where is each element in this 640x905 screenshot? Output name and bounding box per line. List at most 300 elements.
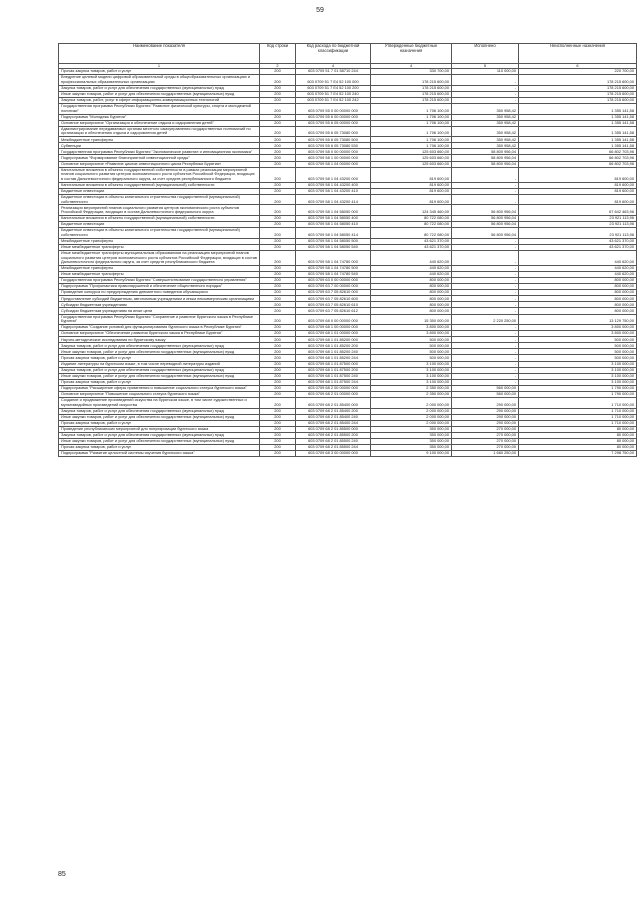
cell-budget-code: 603 0709 55 6 05 73080 500 [296, 137, 371, 143]
cell-name: Основное мероприятие "Обеспечение развития бурятского языка в Республике Бурятия" [59, 331, 260, 337]
cell-budget-code: 603 0709 51 7 Е4 52 100 200 [296, 85, 371, 91]
cell-name: Субсидии бюджетным учреждениям [59, 302, 260, 308]
cell-line-code: 200 [260, 91, 296, 97]
cell-line-code: 200 [260, 325, 296, 331]
cell-executed: - [452, 265, 519, 271]
cell-executed: - [452, 308, 519, 314]
cell-line-code: 200 [260, 69, 296, 75]
cell-name: Издание литературы на бурятском языке, в том числе переводной литературы изданий [59, 361, 260, 367]
cell-budget-code: 603 0709 68 2 01 85400 200 [296, 408, 371, 414]
cell-executed: 56 800 956,04 [452, 215, 519, 221]
cell-line-code: 200 [260, 205, 296, 216]
cell-name: Иные закупки товаров, работ и услуг для обеспечения государственных (муниципальных) нужд [59, 373, 260, 379]
cell-executed: 58 800 956,04 [452, 149, 519, 155]
cell-budget-code: 603 0709 63 7 05 82610 612 [296, 308, 371, 314]
cell-budget-code: 603 0709 68 1 01 87500 244 [296, 379, 371, 385]
cell-unexecuted: 1 710 000,00 [519, 414, 637, 420]
cell-unexecuted: 220 700,00 [519, 69, 637, 75]
cell-budget-code: 603 0709 58 1 04 58050 400 [296, 215, 371, 221]
cell-line-code: 200 [260, 284, 296, 290]
cell-name: Закупка товаров, работ и услуг для обеспечения государственных (муниципальных) нужд [59, 85, 260, 91]
cell-executed: - [452, 349, 519, 355]
cell-budget-code: 603 0709 63 7 05 82610 600 [296, 296, 371, 302]
cell-line-code: 200 [260, 361, 296, 367]
cell-line-code: 200 [260, 373, 296, 379]
cell-line-code: 200 [260, 314, 296, 325]
column-number: 6 [519, 63, 637, 68]
cell-unexecuted: 440 620,00 [519, 271, 637, 277]
cell-approved: 800 000,00 [371, 302, 452, 308]
cell-unexecuted: 1 710 000,00 [519, 398, 637, 409]
cell-name: Подпрограмма "Профилактика правонарушений и обеспечение общественного порядка" [59, 284, 260, 290]
cell-unexecuted: 819 600,00 [519, 194, 637, 205]
cell-approved: 2 000 000,00 [371, 408, 452, 414]
cell-executed: 350 958,42 [452, 143, 519, 149]
cell-name: Подпрограмма "Формирование благоприятной инвестиционной среды" [59, 155, 260, 161]
cell-name: Межбюджетные трансферты [59, 137, 260, 143]
cell-executed: 2 220 250,00 [452, 314, 519, 325]
cell-budget-code: 603 0709 55 0 00 00000 000 [296, 103, 371, 114]
cell-line-code: 200 [260, 265, 296, 271]
page-number-bottom: 85 [58, 871, 66, 878]
cell-executed: - [452, 343, 519, 349]
cell-budget-code: 603 0709 55 6 00 00000 000 [296, 114, 371, 120]
cell-budget-code: 603 0709 58 1 04 43200 000 [296, 167, 371, 182]
cell-unexecuted: 1 355 141,58 [519, 137, 637, 143]
cell-line-code: 200 [260, 143, 296, 149]
table-header-row [59, 44, 637, 64]
cell-executed: 270 000,00 [452, 445, 519, 451]
cell-budget-code: 603 0709 68 2 01 85500 200 [296, 432, 371, 438]
cell-line-code: 200 [260, 385, 296, 391]
cell-name: Бюджетные инвестиции [59, 222, 260, 228]
cell-unexecuted: 3 800 000,00 [519, 325, 637, 331]
cell-budget-code: 603 0709 68 2 01 00000 000 [296, 391, 371, 397]
column-number: 5 [452, 63, 519, 68]
cell-unexecuted: 66 802 703,96 [519, 155, 637, 161]
cell-budget-code: 603 0709 68 1 01 87500 000 [296, 361, 371, 367]
cell-budget-code: 603 0709 68 2 01 85500 240 [296, 438, 371, 444]
page-number-top: 59 [316, 7, 324, 14]
cell-approved: 2 350 000,00 [371, 385, 452, 391]
cell-approved: 500 000,00 [371, 337, 452, 343]
cell-unexecuted: 23 921 113,96 [519, 228, 637, 239]
cell-executed: - [452, 296, 519, 302]
column-number: 2 [260, 63, 296, 68]
cell-line-code: 200 [260, 355, 296, 361]
cell-approved: 350 000,00 [371, 438, 452, 444]
cell-approved: 350 000,00 [371, 432, 452, 438]
cell-name: Основное мероприятие "Организация и обеспечение отдыха и оздоровления детей" [59, 120, 260, 126]
cell-unexecuted: 43 621 370,00 [519, 238, 637, 244]
cell-approved: 9 100 000,00 [371, 451, 452, 457]
cell-approved: 178 215 600,00 [371, 91, 452, 97]
cell-approved: 43 621 370,00 [371, 244, 452, 250]
cell-line-code: 200 [260, 438, 296, 444]
table-body [59, 63, 637, 457]
cell-executed: 350 958,42 [452, 120, 519, 126]
cell-name: Администрирование передаваемых органам местного самоуправления государственных полномочий по организации и обеспечению отдыха и оздоровления детей [59, 126, 260, 137]
cell-name: Иные межбюджетные трансферты [59, 244, 260, 250]
cell-executed: - [452, 85, 519, 91]
cell-approved: 819 600,00 [371, 194, 452, 205]
cell-executed: 350 958,42 [452, 126, 519, 137]
cell-budget-code: 603 0709 58 1 04 43200 414 [296, 194, 371, 205]
cell-name: Закупка товаров, работ и услуг для обеспечения государственных (муниципальных) нужд [59, 367, 260, 373]
cell-approved: 80 722 080,00 [371, 222, 452, 228]
cell-name: Закупка товаров, работ и услуг для обеспечения государственных (муниципальных) нужд [59, 432, 260, 438]
cell-budget-code: 603 0709 58 1 04 74780 540 [296, 271, 371, 277]
cell-approved: 2 000 000,00 [371, 414, 452, 420]
cell-name: Подпрограмма "Молодежь Бурятии" [59, 114, 260, 120]
cell-line-code: 200 [260, 244, 296, 250]
cell-unexecuted: 1 355 141,58 [519, 126, 637, 137]
table-row [59, 126, 637, 137]
cell-unexecuted: 819 600,00 [519, 182, 637, 188]
cell-executed: 560 000,00 [452, 385, 519, 391]
cell-unexecuted: 3 100 000,00 [519, 373, 637, 379]
cell-line-code: 200 [260, 432, 296, 438]
cell-name: Государственная программа Республики Бурятия "Экономическое развитие и инновационная экономика" [59, 149, 260, 155]
cell-budget-code: 603 0709 63 7 05 82610 610 [296, 302, 371, 308]
cell-name: Капитальные вложения в объекты государственной (муниципальной) собственности [59, 215, 260, 221]
cell-approved: 800 000,00 [371, 278, 452, 284]
cell-line-code: 200 [260, 228, 296, 239]
cell-approved: 819 600,00 [371, 188, 452, 194]
cell-budget-code: 603 0709 63 0 00 00000 000 [296, 278, 371, 284]
cell-executed: 56 800 956,04 [452, 205, 519, 216]
cell-approved: 3 800 000,00 [371, 325, 452, 331]
table-row [59, 205, 637, 216]
cell-line-code: 200 [260, 126, 296, 137]
cell-executed: 56 800 956,04 [452, 222, 519, 228]
cell-name: Субсидии бюджетным учреждениям на иные цели [59, 308, 260, 314]
cell-budget-code: 603 0709 51 7 01 58710 244 [296, 69, 371, 75]
cell-unexecuted: 500 000,00 [519, 355, 637, 361]
cell-unexecuted: 800 000,00 [519, 284, 637, 290]
cell-budget-code: 603 0709 68 2 01 85500 000 [296, 426, 371, 432]
cell-budget-code: 603 0709 58 1 04 74780 000 [296, 250, 371, 265]
column-number: 4 [371, 63, 452, 68]
cell-line-code: 200 [260, 278, 296, 284]
cell-unexecuted: 819 600,00 [519, 167, 637, 182]
table-row [59, 167, 637, 182]
column-number: 1 [59, 63, 260, 68]
cell-budget-code: 603 0709 58 1 04 58050 414 [296, 228, 371, 239]
cell-unexecuted: 819 600,00 [519, 188, 637, 194]
cell-approved: 2 000 000,00 [371, 398, 452, 409]
cell-unexecuted: 80 000,00 [519, 445, 637, 451]
cell-approved: 3 800 000,00 [371, 331, 452, 337]
cell-approved: 43 621 370,00 [371, 238, 452, 244]
cell-budget-code: 603 0709 68 1 00 00000 000 [296, 325, 371, 331]
cell-name: Проведение республиканских мероприятий для популяризации бурятского языка [59, 426, 260, 432]
cell-unexecuted: 1 355 141,58 [519, 103, 637, 114]
cell-name: Создание и продвижение произведений искусства на бурятском языке, в том числе художественных и мультимедийных произведений искусства [59, 398, 260, 409]
cell-budget-code: 603 0709 55 6 05 00000 000 [296, 120, 371, 126]
cell-line-code: 200 [260, 167, 296, 182]
cell-approved: 350 000,00 [371, 445, 452, 451]
cell-name: Межбюджетные трансферты [59, 238, 260, 244]
cell-unexecuted: 178 215 600,00 [519, 97, 637, 103]
cell-executed: - [452, 97, 519, 103]
cell-executed: 110 000,00 [452, 69, 519, 75]
cell-unexecuted: 1 355 141,58 [519, 143, 637, 149]
cell-executed: 1 660 250,00 [452, 451, 519, 457]
column-number: 4 [296, 63, 371, 68]
cell-approved: 440 620,00 [371, 250, 452, 265]
cell-unexecuted: 66 802 703,96 [519, 161, 637, 167]
cell-name: Государственная программа Республики Бурятия "Сохранение и развитие бурятского языка в Республике Бурятия" [59, 314, 260, 325]
cell-name: Закупка товаров, работ, услуг в сфере информационно-коммуникационных технологий [59, 97, 260, 103]
table-row [59, 194, 637, 205]
cell-line-code: 200 [260, 161, 296, 167]
cell-executed: 560 000,00 [452, 391, 519, 397]
cell-budget-code: 603 0709 68 3 00 00000 000 [296, 451, 371, 457]
cell-line-code: 200 [260, 222, 296, 228]
cell-unexecuted: 7 298 750,00 [519, 451, 637, 457]
cell-budget-code: 603 0709 68 1 01 00000 000 [296, 331, 371, 337]
cell-executed: - [452, 244, 519, 250]
cell-approved: 819 600,00 [371, 182, 452, 188]
cell-unexecuted: 178 215 600,00 [519, 75, 637, 86]
cell-executed: - [452, 167, 519, 182]
cell-budget-code: 603 0709 58 1 04 43200 400 [296, 182, 371, 188]
cell-line-code: 200 [260, 414, 296, 420]
cell-unexecuted: 13 129 750,00 [519, 314, 637, 325]
cell-executed: 270 000,00 [452, 432, 519, 438]
cell-executed: 270 000,00 [452, 426, 519, 432]
table-row [59, 314, 637, 325]
cell-executed: - [452, 278, 519, 284]
cell-line-code: 200 [260, 391, 296, 397]
cell-line-code: 200 [260, 379, 296, 385]
cell-executed: 270 000,00 [452, 438, 519, 444]
cell-name: Капитальные вложения в объекты государственной собственности в рамках реализации мероприятий планов социального развития центров экономического роста субъектов Российской Федерации, входящих в состав Дальневосточного федерального округа, за счет средств республиканского бюджета [59, 167, 260, 182]
cell-budget-code: 603 0709 68 1 01 85200 200 [296, 343, 371, 349]
header-name: Наименование показателя [59, 44, 260, 64]
cell-executed: 290 000,00 [452, 398, 519, 409]
cell-approved: 2 350 000,00 [371, 391, 452, 397]
cell-executed: - [452, 91, 519, 97]
cell-approved: 178 215 600,00 [371, 85, 452, 91]
table-row [59, 398, 637, 409]
cell-budget-code: 603 0709 68 0 00 00000 000 [296, 314, 371, 325]
cell-name: Предоставление субсидий бюджетным, автономным учреждениям и иным некоммерческим организациям [59, 296, 260, 302]
cell-budget-code: 603 0709 51 7 Е4 52 100 242 [296, 97, 371, 103]
cell-name: Государственная программа Республики Бурятия "Совершенствование государственного управления" [59, 278, 260, 284]
cell-budget-code: 603 0709 68 2 01 85400 240 [296, 414, 371, 420]
cell-approved: 800 000,00 [371, 308, 452, 314]
cell-approved: 15 350 000,00 [371, 314, 452, 325]
cell-line-code: 200 [260, 75, 296, 86]
header-executed: Исполнено [452, 44, 519, 64]
cell-budget-code: 603 0709 58 1 04 58050 540 [296, 244, 371, 250]
cell-unexecuted: 1 790 000,00 [519, 391, 637, 397]
cell-name: Прочая закупка товаров, работ и услуг [59, 420, 260, 426]
cell-approved: 1 706 100,00 [371, 137, 452, 143]
cell-unexecuted: 1 355 141,58 [519, 120, 637, 126]
cell-line-code: 200 [260, 296, 296, 302]
cell-budget-code: 603 0709 58 0 00 00000 000 [296, 149, 371, 155]
table-row [59, 451, 637, 457]
cell-name: Бюджетные инвестиции в объекты капитального строительства государственной (муниципальной) собственности [59, 194, 260, 205]
cell-budget-code: 603 0709 55 6 05 73080 530 [296, 143, 371, 149]
cell-executed: 290 000,00 [452, 408, 519, 414]
cell-line-code: 200 [260, 337, 296, 343]
cell-name: Иные закупки товаров, работ и услуг для обеспечения государственных (муниципальных) нужд [59, 349, 260, 355]
cell-budget-code: 603 0709 68 1 01 87500 200 [296, 367, 371, 373]
cell-name: Бюджетные инвестиции в объекты капитального строительства государственной (муниципальной) собственности [59, 228, 260, 239]
cell-unexecuted: 23 921 113,96 [519, 222, 637, 228]
cell-budget-code: 603 0709 58 1 04 43200 410 [296, 188, 371, 194]
cell-budget-code: 603 0709 68 2 01 85400 244 [296, 420, 371, 426]
cell-line-code: 200 [260, 188, 296, 194]
cell-line-code: 200 [260, 426, 296, 432]
cell-executed: - [452, 367, 519, 373]
cell-executed: 290 000,00 [452, 420, 519, 426]
cell-executed: - [452, 331, 519, 337]
table-row [59, 250, 637, 265]
cell-unexecuted: 800 000,00 [519, 308, 637, 314]
cell-budget-code: 603 0709 68 1 01 85200 240 [296, 349, 371, 355]
cell-name: Закупка товаров, работ и услуг для обеспечения государственных (муниципальных) нужд [59, 408, 260, 414]
cell-approved: 178 215 600,00 [371, 97, 452, 103]
cell-unexecuted: 1 710 000,00 [519, 420, 637, 426]
cell-unexecuted: 43 621 370,00 [519, 244, 637, 250]
cell-executed: - [452, 284, 519, 290]
cell-name: Закупка товаров, работ и услуг для обеспечения государственных (муниципальных) нужд [59, 343, 260, 349]
cell-line-code: 200 [260, 445, 296, 451]
cell-line-code: 200 [260, 250, 296, 265]
cell-budget-code: 603 0709 58 1 04 58050 410 [296, 222, 371, 228]
budget-execution-table [58, 43, 637, 457]
cell-executed: - [452, 361, 519, 367]
cell-name: Подпрограмма "Расширение сферы применения и повышение социального статуса бурятского языка" [59, 385, 260, 391]
cell-unexecuted: 67 642 463,96 [519, 205, 637, 216]
cell-approved: 500 000,00 [371, 349, 452, 355]
cell-executed: 58 800 956,04 [452, 161, 519, 167]
cell-executed: - [452, 290, 519, 296]
cell-executed: 350 958,42 [452, 103, 519, 114]
cell-approved: 1 706 100,00 [371, 114, 452, 120]
cell-budget-code: 603 0709 68 1 01 87500 240 [296, 373, 371, 379]
cell-unexecuted: 500 000,00 [519, 349, 637, 355]
cell-approved: 800 000,00 [371, 290, 452, 296]
table-row [59, 103, 637, 114]
cell-line-code: 200 [260, 215, 296, 221]
cell-name: Бюджетные инвестиции [59, 188, 260, 194]
cell-unexecuted: 800 000,00 [519, 296, 637, 302]
cell-line-code: 200 [260, 420, 296, 426]
cell-approved: 350 000,00 [371, 426, 452, 432]
table-row [59, 228, 637, 239]
cell-line-code: 200 [260, 194, 296, 205]
cell-unexecuted: 3 800 000,00 [519, 331, 637, 337]
cell-name: Прочая закупка товаров, работ и услуг [59, 69, 260, 75]
cell-name: Иные закупки товаров, работ и услуг для обеспечения государственных (муниципальных) нужд [59, 414, 260, 420]
cell-line-code: 200 [260, 137, 296, 143]
cell-unexecuted: 800 000,00 [519, 290, 637, 296]
cell-approved: 800 000,00 [371, 284, 452, 290]
cell-budget-code: 603 0709 55 6 05 73080 000 [296, 126, 371, 137]
cell-approved: 1 706 100,00 [371, 120, 452, 126]
cell-budget-code: 603 0709 58 1 00 00000 000 [296, 155, 371, 161]
cell-approved: 125 603 660,00 [371, 161, 452, 167]
cell-line-code: 200 [260, 349, 296, 355]
cell-unexecuted: 23 921 113,96 [519, 215, 637, 221]
cell-approved: 819 600,00 [371, 167, 452, 182]
cell-approved: 800 000,00 [371, 296, 452, 302]
cell-approved: 440 620,00 [371, 265, 452, 271]
cell-line-code: 200 [260, 103, 296, 114]
cell-name: Межбюджетные трансферты [59, 265, 260, 271]
cell-executed: - [452, 238, 519, 244]
cell-unexecuted: 66 802 703,96 [519, 149, 637, 155]
cell-executed: - [452, 250, 519, 265]
cell-unexecuted: 500 000,00 [519, 343, 637, 349]
cell-line-code: 200 [260, 114, 296, 120]
cell-unexecuted: 178 215 600,00 [519, 91, 637, 97]
cell-name: Иные межбюджетные трансферты [59, 271, 260, 277]
cell-executed: - [452, 325, 519, 331]
cell-name: Иные закупки товаров, работ и услуг для обеспечения государственных (муниципальных) нужд [59, 438, 260, 444]
cell-executed: 350 958,42 [452, 137, 519, 143]
cell-line-code: 200 [260, 398, 296, 409]
cell-unexecuted: 80 000,00 [519, 426, 637, 432]
cell-approved: 125 603 660,00 [371, 149, 452, 155]
cell-budget-code: 603 0709 58 1 04 74780 500 [296, 265, 371, 271]
cell-name: Научно-методические исследования по бурятскому языку [59, 337, 260, 343]
header-budget-code: Код расхода по бюджетной классификации [296, 44, 371, 64]
cell-approved: 1 706 100,00 [371, 143, 452, 149]
cell-approved: 330 700,00 [371, 69, 452, 75]
cell-executed: 350 958,42 [452, 114, 519, 120]
cell-name: Реализация мероприятий планов социального развития центров экономического роста субъектов Российской Федерации, входящих в состав Дальневосточного федерального округа [59, 205, 260, 216]
cell-budget-code: 603 0709 51 7 Е4 52 100 240 [296, 91, 371, 97]
cell-budget-code: 603 0709 63 7 05 82610 000 [296, 290, 371, 296]
cell-executed: - [452, 182, 519, 188]
cell-unexecuted: 80 000,00 [519, 438, 637, 444]
cell-approved: 80 722 080,00 [371, 228, 452, 239]
cell-approved: 1 706 100,00 [371, 103, 452, 114]
cell-line-code: 200 [260, 149, 296, 155]
cell-unexecuted: 3 100 000,00 [519, 361, 637, 367]
cell-budget-code: 603 0709 68 1 01 85200 244 [296, 355, 371, 361]
cell-name: Подпрограмма "Развитие целостной системы изучения бурятского языка" [59, 451, 260, 457]
cell-line-code: 200 [260, 308, 296, 314]
cell-executed: 58 800 956,04 [452, 155, 519, 161]
cell-unexecuted: 500 000,00 [519, 337, 637, 343]
cell-name: Иные межбюджетные трансферты муниципальным образованиям на реализацию мероприятий планов социального развития центров экономического роста субъектов Российской Федерации, входящих в состав Дальневосточного федерального округа, за счет средств республиканского бюджета [59, 250, 260, 265]
cell-approved: 3 100 000,00 [371, 367, 452, 373]
cell-unexecuted: 3 100 000,00 [519, 367, 637, 373]
cell-executed: - [452, 373, 519, 379]
cell-name: Государственная программа Республики Бурятия "Развитие физической культуры, спорта и молодежной политики" [59, 103, 260, 114]
cell-approved: 440 620,00 [371, 271, 452, 277]
table-row [59, 75, 637, 86]
cell-line-code: 200 [260, 290, 296, 296]
cell-budget-code: 603 0709 68 2 01 85500 244 [296, 445, 371, 451]
cell-executed: 56 800 956,04 [452, 228, 519, 239]
cell-name: Субвенции [59, 143, 260, 149]
cell-line-code: 200 [260, 97, 296, 103]
cell-name: Прочая закупка товаров, работ и услуг [59, 379, 260, 385]
cell-name: Иные закупки товаров, работ и услуг для обеспечения государственных (муниципальных) нужд [59, 91, 260, 97]
cell-budget-code: 603 0709 58 1 04 58050 500 [296, 238, 371, 244]
cell-executed: - [452, 75, 519, 86]
cell-unexecuted: 178 215 600,00 [519, 85, 637, 91]
